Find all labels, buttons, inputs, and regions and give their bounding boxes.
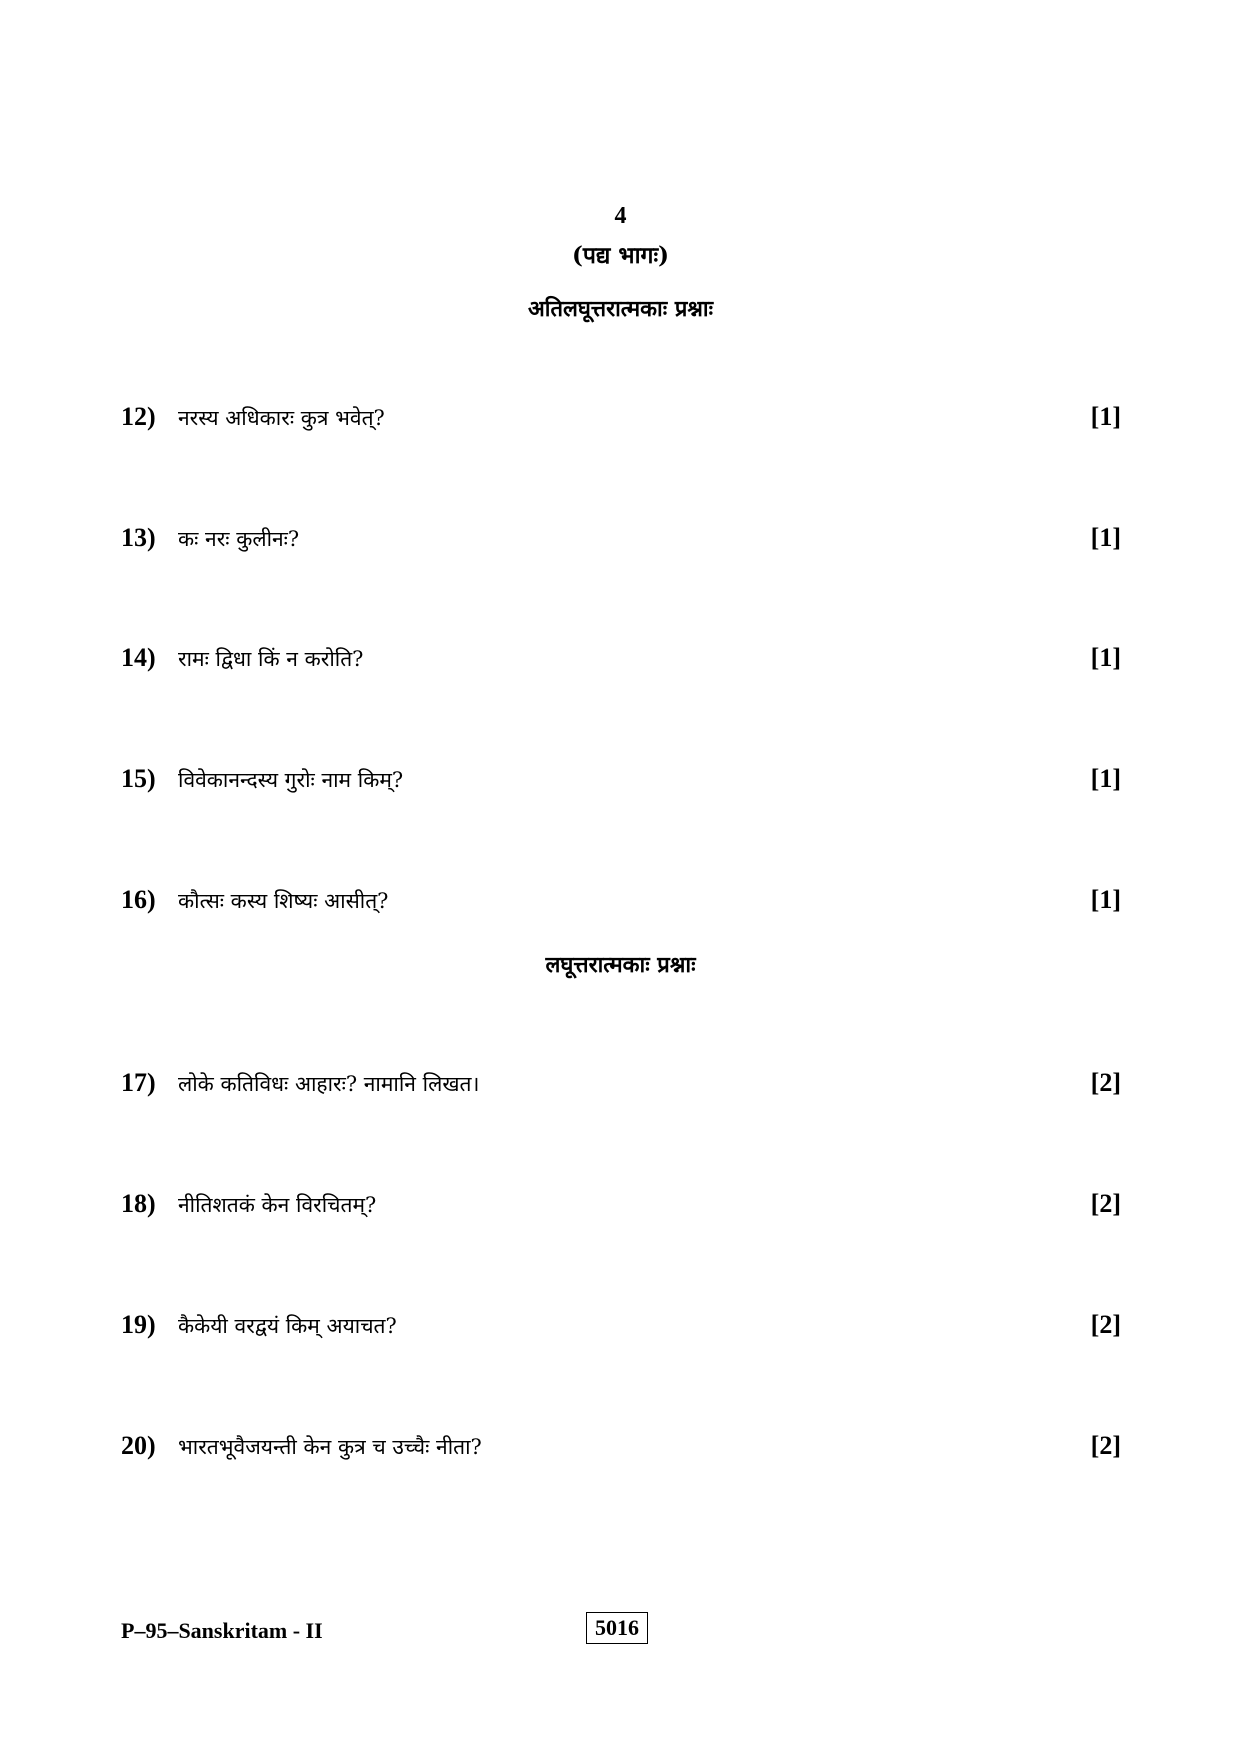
question-number: 14) (121, 643, 156, 672)
question-item (121, 1431, 1121, 1467)
question-marks: [1] (1090, 643, 1121, 672)
question-item (121, 885, 1121, 921)
question-marks: [1] (1090, 523, 1121, 552)
question-number: 19) (121, 1310, 156, 1339)
question-text: विवेकानन्दस्य गुरोः नाम किम्? (178, 768, 404, 792)
question-marks: [1] (1090, 764, 1121, 793)
question-item (121, 643, 1121, 679)
section-heading-very-short: अतिलघूत्तरात्मकाः प्रश्नाः (527, 296, 714, 322)
paper-code: P–95–Sanskritam - II (121, 1618, 323, 1643)
question-item (121, 764, 1121, 800)
question-text: कैकेयी वरद्वयं किम् अयाचत? (178, 1314, 397, 1338)
question-marks: [1] (1090, 885, 1121, 914)
question-number: 13) (121, 523, 156, 552)
question-number: 12) (121, 402, 156, 431)
question-item (121, 1310, 1121, 1346)
question-number: 16) (121, 885, 156, 914)
question-text: नरस्य अधिकारः कुत्र भवेत्? (178, 406, 385, 430)
question-text: कौत्सः कस्य शिष्यः आसीत्? (178, 889, 389, 913)
question-item (121, 1068, 1121, 1104)
question-item (121, 402, 1121, 438)
question-text: कः नरः कुलीनः? (178, 527, 300, 551)
page-number: 4 (614, 203, 627, 229)
question-number: 17) (121, 1068, 156, 1097)
question-marks: [2] (1090, 1189, 1121, 1218)
section-part-title: (पद्य भागः) (571, 242, 670, 269)
question-text: रामः द्विधा किं न करोति? (178, 647, 364, 671)
question-text: लोके कतिविधः आहारः? नामानि लिखत। (178, 1072, 480, 1096)
section-heading-short: लघूत्तरात्मकाः प्रश्नाः (545, 952, 696, 978)
question-marks: [2] (1090, 1431, 1121, 1460)
question-marks: [2] (1090, 1310, 1121, 1339)
paper-number-box: 5016 (586, 1612, 648, 1644)
question-text: भारतभूवैजयन्ती केन कुत्र च उच्चैः नीता? (178, 1435, 482, 1459)
question-item (121, 1189, 1121, 1225)
question-number: 20) (121, 1431, 156, 1460)
question-marks: [2] (1090, 1068, 1121, 1097)
question-number: 15) (121, 764, 156, 793)
question-item (121, 523, 1121, 559)
question-marks: [1] (1090, 402, 1121, 431)
question-number: 18) (121, 1189, 156, 1218)
question-text: नीतिशतकं केन विरचितम्? (178, 1193, 377, 1217)
